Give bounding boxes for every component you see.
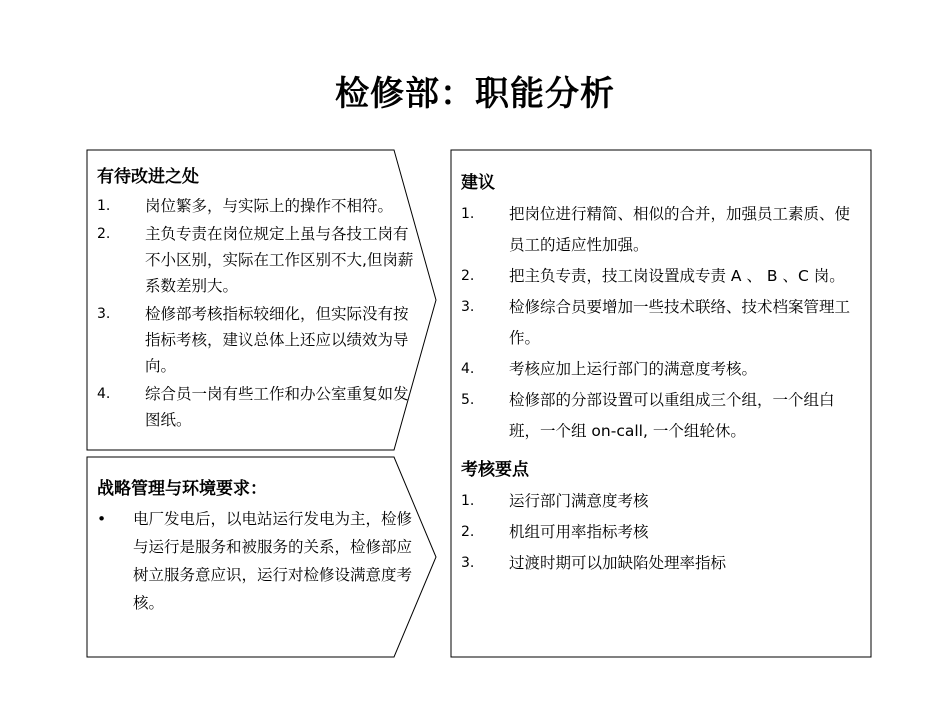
list-item: [97, 221, 423, 299]
item-text: 把岗位进行精简、相似的合并，加强员工素质、使员工的适应性加强。: [509, 205, 851, 254]
item-text: 综合员一岗有些工作和办公室重复如发图纸。: [145, 385, 409, 429]
item-number: 1.: [461, 493, 475, 509]
list-item: [461, 517, 863, 548]
item-number: 2.: [97, 226, 111, 242]
improvements-heading: 有待改进之处: [97, 167, 199, 187]
assessment-heading: 考核要点: [461, 460, 529, 480]
item-text: 过渡时期可以加缺陷处理率指标: [509, 554, 727, 572]
list-item: [461, 548, 863, 579]
item-number: 1.: [461, 206, 475, 222]
strategy-heading: 战略管理与环境要求：: [97, 479, 267, 499]
item-text: 把主负专责，技工岗设置成专责 A 、 B 、C 岗。: [509, 267, 845, 285]
strategy-panel: [97, 474, 412, 617]
list-item: [461, 486, 863, 517]
item-text: 检修综合员要增加一些技术联络、技术档案管理工作。: [509, 298, 851, 347]
item-number: 3.: [461, 299, 475, 315]
item-number: 2.: [461, 268, 475, 284]
item-text: 运行部门满意度考核: [509, 492, 649, 510]
item-text: 岗位繁多，与实际上的操作不相符。: [145, 197, 394, 215]
item-text: 电厂发电后，以电站运行发电为主，检修与运行是服务和被服务的关系，检修部应树立服务意应识，运行对检修设满意度考核。: [133, 510, 413, 612]
item-text: 检修部的分部设置可以重组成三个组，一个组白班，一个组 on-call, 一个组轮休。: [509, 391, 835, 440]
list-item: [97, 505, 412, 617]
item-number: 3.: [97, 306, 111, 322]
list-item: [97, 301, 423, 379]
list-item: [97, 381, 423, 433]
item-number: 5.: [461, 392, 475, 408]
bullet-icon: •: [97, 510, 107, 528]
list-item: [461, 199, 863, 261]
list-item: [461, 354, 863, 385]
item-number: 1.: [97, 198, 111, 214]
list-item: [461, 385, 863, 447]
item-text: 考核应加上运行部门的满意度考核。: [509, 360, 758, 378]
item-text: 检修部考核指标较细化，但实际没有按指标考核，建议总体上还应以绩效为导向。: [145, 305, 409, 375]
item-number: 4.: [97, 386, 111, 402]
item-number: 3.: [461, 555, 475, 571]
list-item: [97, 193, 423, 219]
list-item: [461, 292, 863, 354]
item-number: 2.: [461, 524, 475, 540]
item-number: 4.: [461, 361, 475, 377]
suggestions-panel: [461, 168, 863, 579]
suggestions-heading: 建议: [461, 173, 495, 193]
page-title: 检修部：职能分析: [335, 74, 615, 114]
improvements-panel: [97, 162, 423, 433]
item-text: 机组可用率指标考核: [509, 523, 649, 541]
item-text: 主负专责在岗位规定上虽与各技工岗有不小区别，实际在工作区别不大,但岗薪系数差别大。: [145, 225, 414, 295]
list-item: [461, 261, 863, 292]
